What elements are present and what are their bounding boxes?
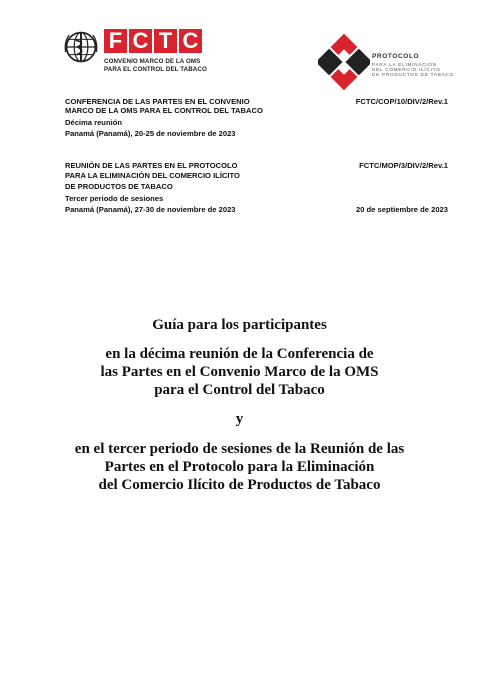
protocol-subtitle-2: DEL COMERCIO ILÍCITO <box>372 67 441 72</box>
mop-heading-line-2: PARA LA ELIMINACIÓN DEL COMERCIO ILÍCITO <box>65 171 240 180</box>
title-mop-line-2: Partes en el Protocolo para la Eliminación <box>104 459 375 475</box>
guide-title: Guía para los participantes <box>152 317 327 333</box>
title-conjunction: y <box>235 411 244 427</box>
document-date: 20 de septiembre de 2023 <box>355 205 448 214</box>
mop-document-symbol: FCTC/MOP/3/DIV/2/Rev.1 <box>359 161 448 170</box>
cop-heading-line-2: MARCO DE LA OMS PARA EL CONTROL DEL TABACO <box>65 106 263 115</box>
title-cop-line-1: en la décima reunión de la Conferencia de <box>105 346 374 362</box>
fctc-letter: C <box>179 29 202 53</box>
cop-document-symbol: FCTC/COP/10/DIV/2/Rev.1 <box>355 97 448 106</box>
fctc-letter: T <box>154 29 177 53</box>
fctc-logo <box>104 29 202 53</box>
title-mop-line-3: del Comercio Ilícito de Productos de Tabaco <box>98 477 381 493</box>
mop-heading-line-3: DE PRODUCTOS DE TABACO <box>65 182 173 191</box>
protocol-subtitle-1: PARA LA ELIMINACIÓN <box>372 62 437 67</box>
fctc-letter: C <box>129 29 152 53</box>
mop-place-date: Panamá (Panamá), 27-30 de noviembre de 2023 <box>65 205 236 214</box>
title-mop-line-1: en el tercer periodo de sesiones de la Reunión de las <box>74 441 405 457</box>
fctc-letter: F <box>104 29 127 53</box>
fctc-subtitle-1: CONVENIO MARCO DE LA OMS <box>104 58 201 65</box>
mop-session: Tercer periodo de sesiones <box>65 194 164 203</box>
cop-session: Décima reunión <box>65 118 122 127</box>
protocol-title: PROTOCOLO <box>372 53 420 60</box>
fctc-subtitle-2: PARA EL CONTROL DEL TABACO <box>104 66 207 73</box>
mop-heading-line-1: REUNIÓN DE LAS PARTES EN EL PROTOCOLO <box>65 161 238 170</box>
protocol-diamond-icon <box>318 30 370 90</box>
cop-heading-line-1: CONFERENCIA DE LAS PARTES EN EL CONVENIO <box>65 97 250 106</box>
protocol-subtitle-3: DE PRODUCTOS DE TABACO <box>372 72 454 77</box>
title-cop-line-3: para el Control del Tabaco <box>154 382 325 398</box>
who-emblem-icon <box>64 30 98 64</box>
cop-place-date: Panamá (Panamá), 20-25 de noviembre de 2023 <box>65 129 236 138</box>
title-cop-line-2: las Partes en el Convenio Marco de la OMS <box>100 364 379 380</box>
